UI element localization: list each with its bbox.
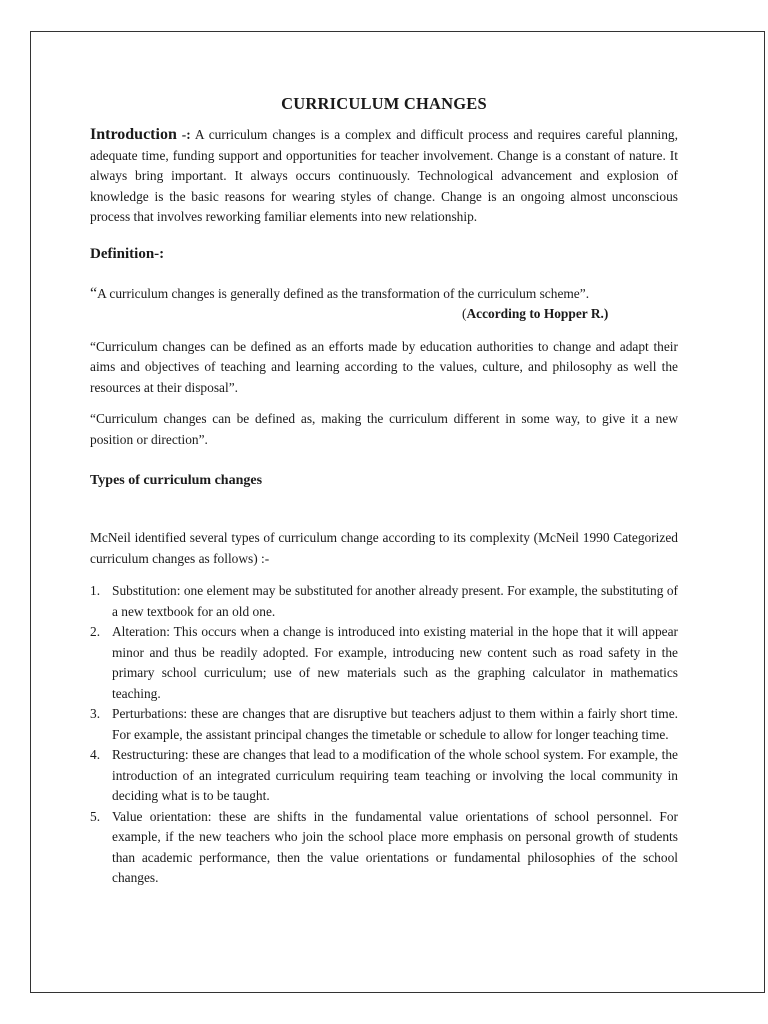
definition-quote-3: “Curriculum changes can be defined as, making the curriculum different in some way, to give it a new position or direction”. <box>90 411 678 447</box>
document-body <box>90 92 678 889</box>
list-item-number: 3. <box>90 706 101 721</box>
list-item-number: 4. <box>90 747 101 762</box>
document-title: CURRICULUM CHANGES <box>281 94 487 113</box>
list-item <box>90 581 678 622</box>
introduction-text: A curriculum changes is a complex and difficult process and requires careful planning, adequate time, funding support and opportunities for teacher involvement. Change is a constant of nature. It always bring important. It always occurs continuously. Technological advancement and explosion of knowledge is the basic reasons for wearing styles of change. Change is an ongoing almost unconscious process that involves reworking familiar elements into new relationship. <box>90 127 678 224</box>
definition-quote-1-open: “ <box>90 284 98 302</box>
list-item <box>90 807 678 889</box>
introduction-separator: -: <box>176 127 191 142</box>
list-item-number: 1. <box>90 583 101 598</box>
attribution-text: According to Hopper R.) <box>466 306 609 321</box>
definition-quote-2: “Curriculum changes can be defined as an efforts made by education authorities to change and adapt their aims and objectives of teaching and learning according to the values, culture, and philosophy as well the resources at their disposal”. <box>90 338 678 395</box>
list-item-text: Substitution: one element may be substituted for another already present. For example, the substituting of a new textbook for an old one. <box>112 583 678 619</box>
list-item <box>90 745 678 807</box>
list-item-text: Value orientation: these are shifts in the fundamental value orientations of school personnel. For example, if the new teachers who join the school place more emphasis on personal growth of students than academic performance, then the value orientations or fundamental philosophies of the school changes. <box>112 808 678 885</box>
definition-quote-1-text: A curriculum changes is generally defined as the transformation of the curriculum scheme”. <box>97 285 590 301</box>
introduction-heading: Introduction <box>90 126 177 143</box>
introduction-paragraph <box>90 125 678 228</box>
list-item-number: 2. <box>90 624 101 639</box>
list-item <box>90 704 678 745</box>
types-list <box>90 581 678 889</box>
list-item-text: Perturbations: these are changes that are disruptive but teachers adjust to them within a fairly short time. For example, the assistant principal changes the timetable or schedule to allow for longer teaching time. <box>112 706 678 742</box>
types-intro-paragraph: McNeil identified several types of curriculum change according to its complexity (McNeil 1990 Categorized curriculum changes as follows) :- <box>90 530 678 566</box>
types-heading: Types of curriculum changes <box>90 473 263 488</box>
list-item <box>90 622 678 704</box>
definition-heading: Definition-: <box>90 245 165 262</box>
list-item-number: 5. <box>90 808 101 824</box>
definition-quote-1 <box>90 284 678 305</box>
definition-attribution <box>90 304 678 325</box>
attribution-open: ( <box>462 306 467 321</box>
list-item-text: Restructuring: these are changes that lead to a modification of the whole school system. For example, the introduction of an integrated curriculum requiring team teaching or involving the local community in deciding what is to be taught. <box>112 747 678 803</box>
list-item-text: Alteration: This occurs when a change is introduced into existing material in the hope that it will appear minor and thus be readily adopted. For example, introducing new content such as road safety in the primary school curriculum; use of new materials such as the graphing calculator in mathematics teaching. <box>112 624 678 701</box>
